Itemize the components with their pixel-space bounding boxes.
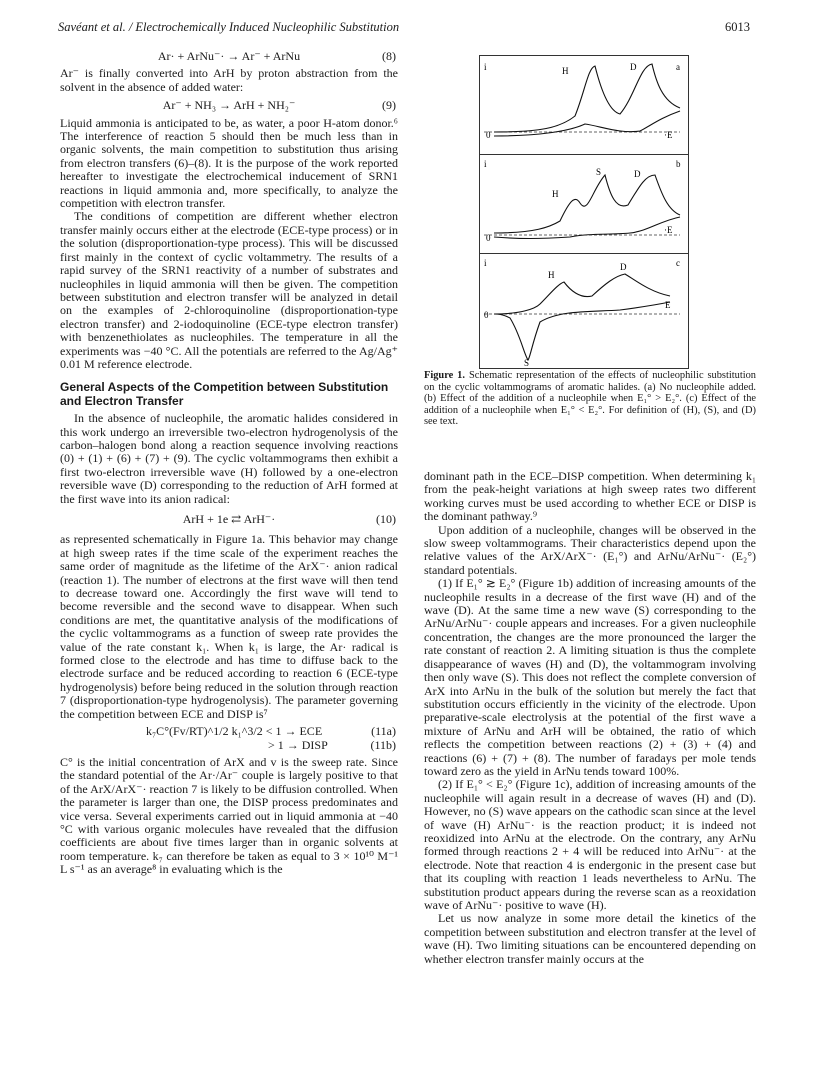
panel-b-peak-s: S xyxy=(596,167,602,177)
paragraph: Upon addition of a nucleophile, changes will be observed in the slow sweep voltammograms. Their characteristics depend upon the relative values of the ArX/ArX⁻· (E₁°) and ArNu/ArNu⁻· (E₂°) standard potentials. xyxy=(424,522,756,577)
panel-c-label: c xyxy=(676,258,680,268)
voltammogram-b-plot xyxy=(480,155,688,253)
paragraph: as represented schematically in Figure 1a. This behavior may change at high sweep rates if the time scale of the experiment reaches the same order of magnitude as the lifetime of the ArX⁻· anion radical (reaction 1). The number of electrons at the first wave will then tend to decrease toward one. Accordingly the first wave will tend to become reversible and the second wave to disappear. When such conditions are met, the quantitative analysis of the modifications of the cyclic voltammograms as a function of sweep rate provides the value of the rate constant k₁. When k₁ is large, the Ar· radical is formed close to the electrode and has time to diffuse back to the electrode surface and be reduced according to reaction 6 (ECE-type hydrogenolysis) before being reduced in the solution through reaction 7 (disproportionation-type hydrogenolysis). The parameter governing the competition between ECE and DISP is⁷ xyxy=(60,532,398,721)
paragraph: dominant path in the ECE–DISP competition. When determining k₁ from the peak-height variations at high sweep rates two different working curves must be used according to whether ECE or DISP is the dominant pathway.⁹ xyxy=(424,469,756,524)
panel-a-zero: 0 xyxy=(486,130,491,140)
paragraph: The conditions of competition are different whether electron transfer mainly occurs either at the electrode (ECE-type process) or in the solution (disproportionation-type process). This will be discussed first mainly in the context of cyclic voltammetry. The results of a rapid survey of the SRN1 reactivity of a number of substrates and nucleophiles in liquid ammonia will then be given. The competition between substitution and electron transfer will be analyzed in detail on the examples of 2-chloroquinoline (disproportionation-type electron transfer) and 2-iodoquinoline (ECE-type electron transfer) with benzenethiolates as nucleophiles. The temperature in all the experiments was −40 °C. All the potentials are referred to the Ag/Ag⁺ 0.01 M reference electrode. xyxy=(60,209,398,371)
equation-9: Ar⁻ + NH₃ → ArH + NH₂⁻ (9) xyxy=(162,98,396,113)
panel-b-zero: 0 xyxy=(486,233,491,243)
page-header xyxy=(58,20,750,38)
voltammogram-panel-b xyxy=(479,155,689,254)
paragraph: (2) If E₁° < E₂° (Figure 1c), addition of increasing amounts of the nucleophile will again result in a decrease of waves (H) and (D). However, no (S) wave appears on the cathodic scan since at the level of wave (H) ArNu⁻· is the reaction product; it is indeed not reoxidized into ArNu at the electrode. On the contrary, any ArNu formed through reactions 2 + 4 will be reduced into ArNu⁻· at the electrode. Note that reaction 4 is endergonic in the present case but that its coupling with reaction 1 leads nevertheless to ArNu. The substitution product appears during the reverse scan as a reoxidation wave of ArNu⁻· positive to wave (H). xyxy=(424,777,756,912)
panel-c-i: i xyxy=(484,258,487,268)
equation-11b: > 1 → DISP (11b) xyxy=(268,737,396,752)
panel-b-peak-h: H xyxy=(552,189,559,199)
figure-caption-label: Figure 1. xyxy=(424,370,465,381)
panel-c-e: E xyxy=(665,300,671,310)
section-heading: General Aspects of the Competition between Substitution and Electron Transfer xyxy=(60,380,389,408)
paragraph: In the absence of nucleophile, the aromatic halides considered in this work undergo an irreversible two-electron hydrogenolysis of the carbon–halogen bond along a reaction sequence involving reactions (0) + (1) + (6) + (7) + (9). The cyclic voltammograms then exhibit a first two-electron irreversible wave (H) followed by a one-electron reversible wave (D) corresponding to the reduction of ArH formed at the first wave into its anion radical: xyxy=(60,411,398,506)
panel-a-peak-d: D xyxy=(630,62,637,72)
panel-b-peak-d: D xyxy=(634,169,641,179)
right-column xyxy=(424,470,756,966)
left-column xyxy=(60,48,398,877)
panel-a-i: i xyxy=(484,62,487,72)
voltammogram-a-plot xyxy=(480,56,688,154)
figure-caption-text: Schematic representation of the effects of nucleophilic substitution on the cyclic voltammograms of aromatic halides. (a) No nucleophile added. (b) Effect of the addition of a nucleophile when E₁° > E₂°. (c) Effect of the addition of a nucleophile when E₁° < E₂°. For definition of (H), (S), and (D) see text. xyxy=(424,370,756,428)
panel-c-zero: 0 xyxy=(484,310,489,320)
voltammogram-panel-c xyxy=(479,254,689,369)
figure-1 xyxy=(479,55,689,369)
panel-a-peak-h: H xyxy=(562,66,569,76)
equation-11a: k₇C°(Fv/RT)^1/2 k₁^3/2 < 1 → ECE (11a) xyxy=(146,724,396,739)
panel-c-peak-d: D xyxy=(620,262,627,272)
paragraph: Liquid ammonia is anticipated to be, as water, a poor H-atom donor.⁶ The interference of reaction 5 should then be much less than in organic solvents, the main competition to substitution thus arising from electron transfers (6)–(8). It is the purpose of the work reported hereafter to investigate the electrochemical inducement of SRN1 reactions in liquid ammonia and, more specifically, to analyze the competition with electron transfer. xyxy=(60,115,398,211)
paragraph: Ar⁻ is finally converted into ArH by proton abstraction from the solvent in the absence of added water: xyxy=(60,66,398,94)
panel-c-peak-s: S xyxy=(524,358,530,368)
panel-b-i: i xyxy=(484,159,487,169)
voltammogram-panel-a xyxy=(479,55,689,155)
running-title: Savéant et al. / Electrochemically Induced Nucleophilic Substitution xyxy=(58,20,400,34)
paragraph: Let us now analyze in some more detail the kinetics of the competition between substitution and electron transfer at the level of wave (H). Two limiting situations can be encountered depending on whether electron transfer mainly occurs at the xyxy=(424,911,756,966)
panel-b-label: b xyxy=(676,159,681,169)
figure-caption xyxy=(424,370,756,428)
panel-c-peak-h: H xyxy=(548,270,555,280)
page-number: 6013 xyxy=(725,20,750,34)
panel-a-e: ·E xyxy=(664,130,673,140)
panel-a-label: a xyxy=(676,62,680,72)
equation-10: ArH + 1e ⇄ ArH⁻· (10) xyxy=(182,512,396,526)
voltammogram-c-plot xyxy=(480,254,688,368)
equation-8: Ar· + ArNu⁻· → Ar⁻ + ArNu (8) xyxy=(157,49,396,63)
panel-b-e: ·E xyxy=(664,225,673,235)
paragraph: (1) If E₁° ≳ E₂° (Figure 1b) addition of increasing amounts of the nucleophile results in a decrease of the first wave (H) and of the wave (D). At the same time a new wave (S) corresponding to the ArNu/ArNu⁻· couple appears and increases. For a given nucleophile concentration, the changes are the more pronounced the larger the rate constant of reaction 2. A limiting situation is thus the complete disappearance of waves (H) and (D), the voltammogram involving then only wave (S). This does not reflect the complete conversion of ArX into ArNu in the bulk of the solution but merely the fact that substitution occurs efficiently in the vicinity of the electrode. Upon preparative-scale electrolysis at the potential of the first wave a mixture of ArNu and ArH will be obtained, the ratio of which reflects the competition between reactions (2) + (3) + (4) and reactions (6) + (7) + (8). The number of faradays per mole tends toward zero as the yield in ArNu tends toward 100%. xyxy=(424,576,756,778)
paragraph: C° is the initial concentration of ArX and v is the sweep rate. Since the standard potential of the Ar·/Ar⁻ couple is largely positive to that of the ArX/ArX⁻· reaction 7 is likely to be diffusion controlled. When the parameter is larger than one, the DISP process predominates and vice versa. Several experiments carried out in liquid ammonia at −40 °C with various organic molecules have revealed that the diffusion coefficients are about five times larger than in organic solvents at room temperature. k₇ can therefore be taken as equal to 3 × 10¹⁰ M⁻¹ L s⁻¹ as an average⁸ in evaluating which is the xyxy=(60,754,398,877)
